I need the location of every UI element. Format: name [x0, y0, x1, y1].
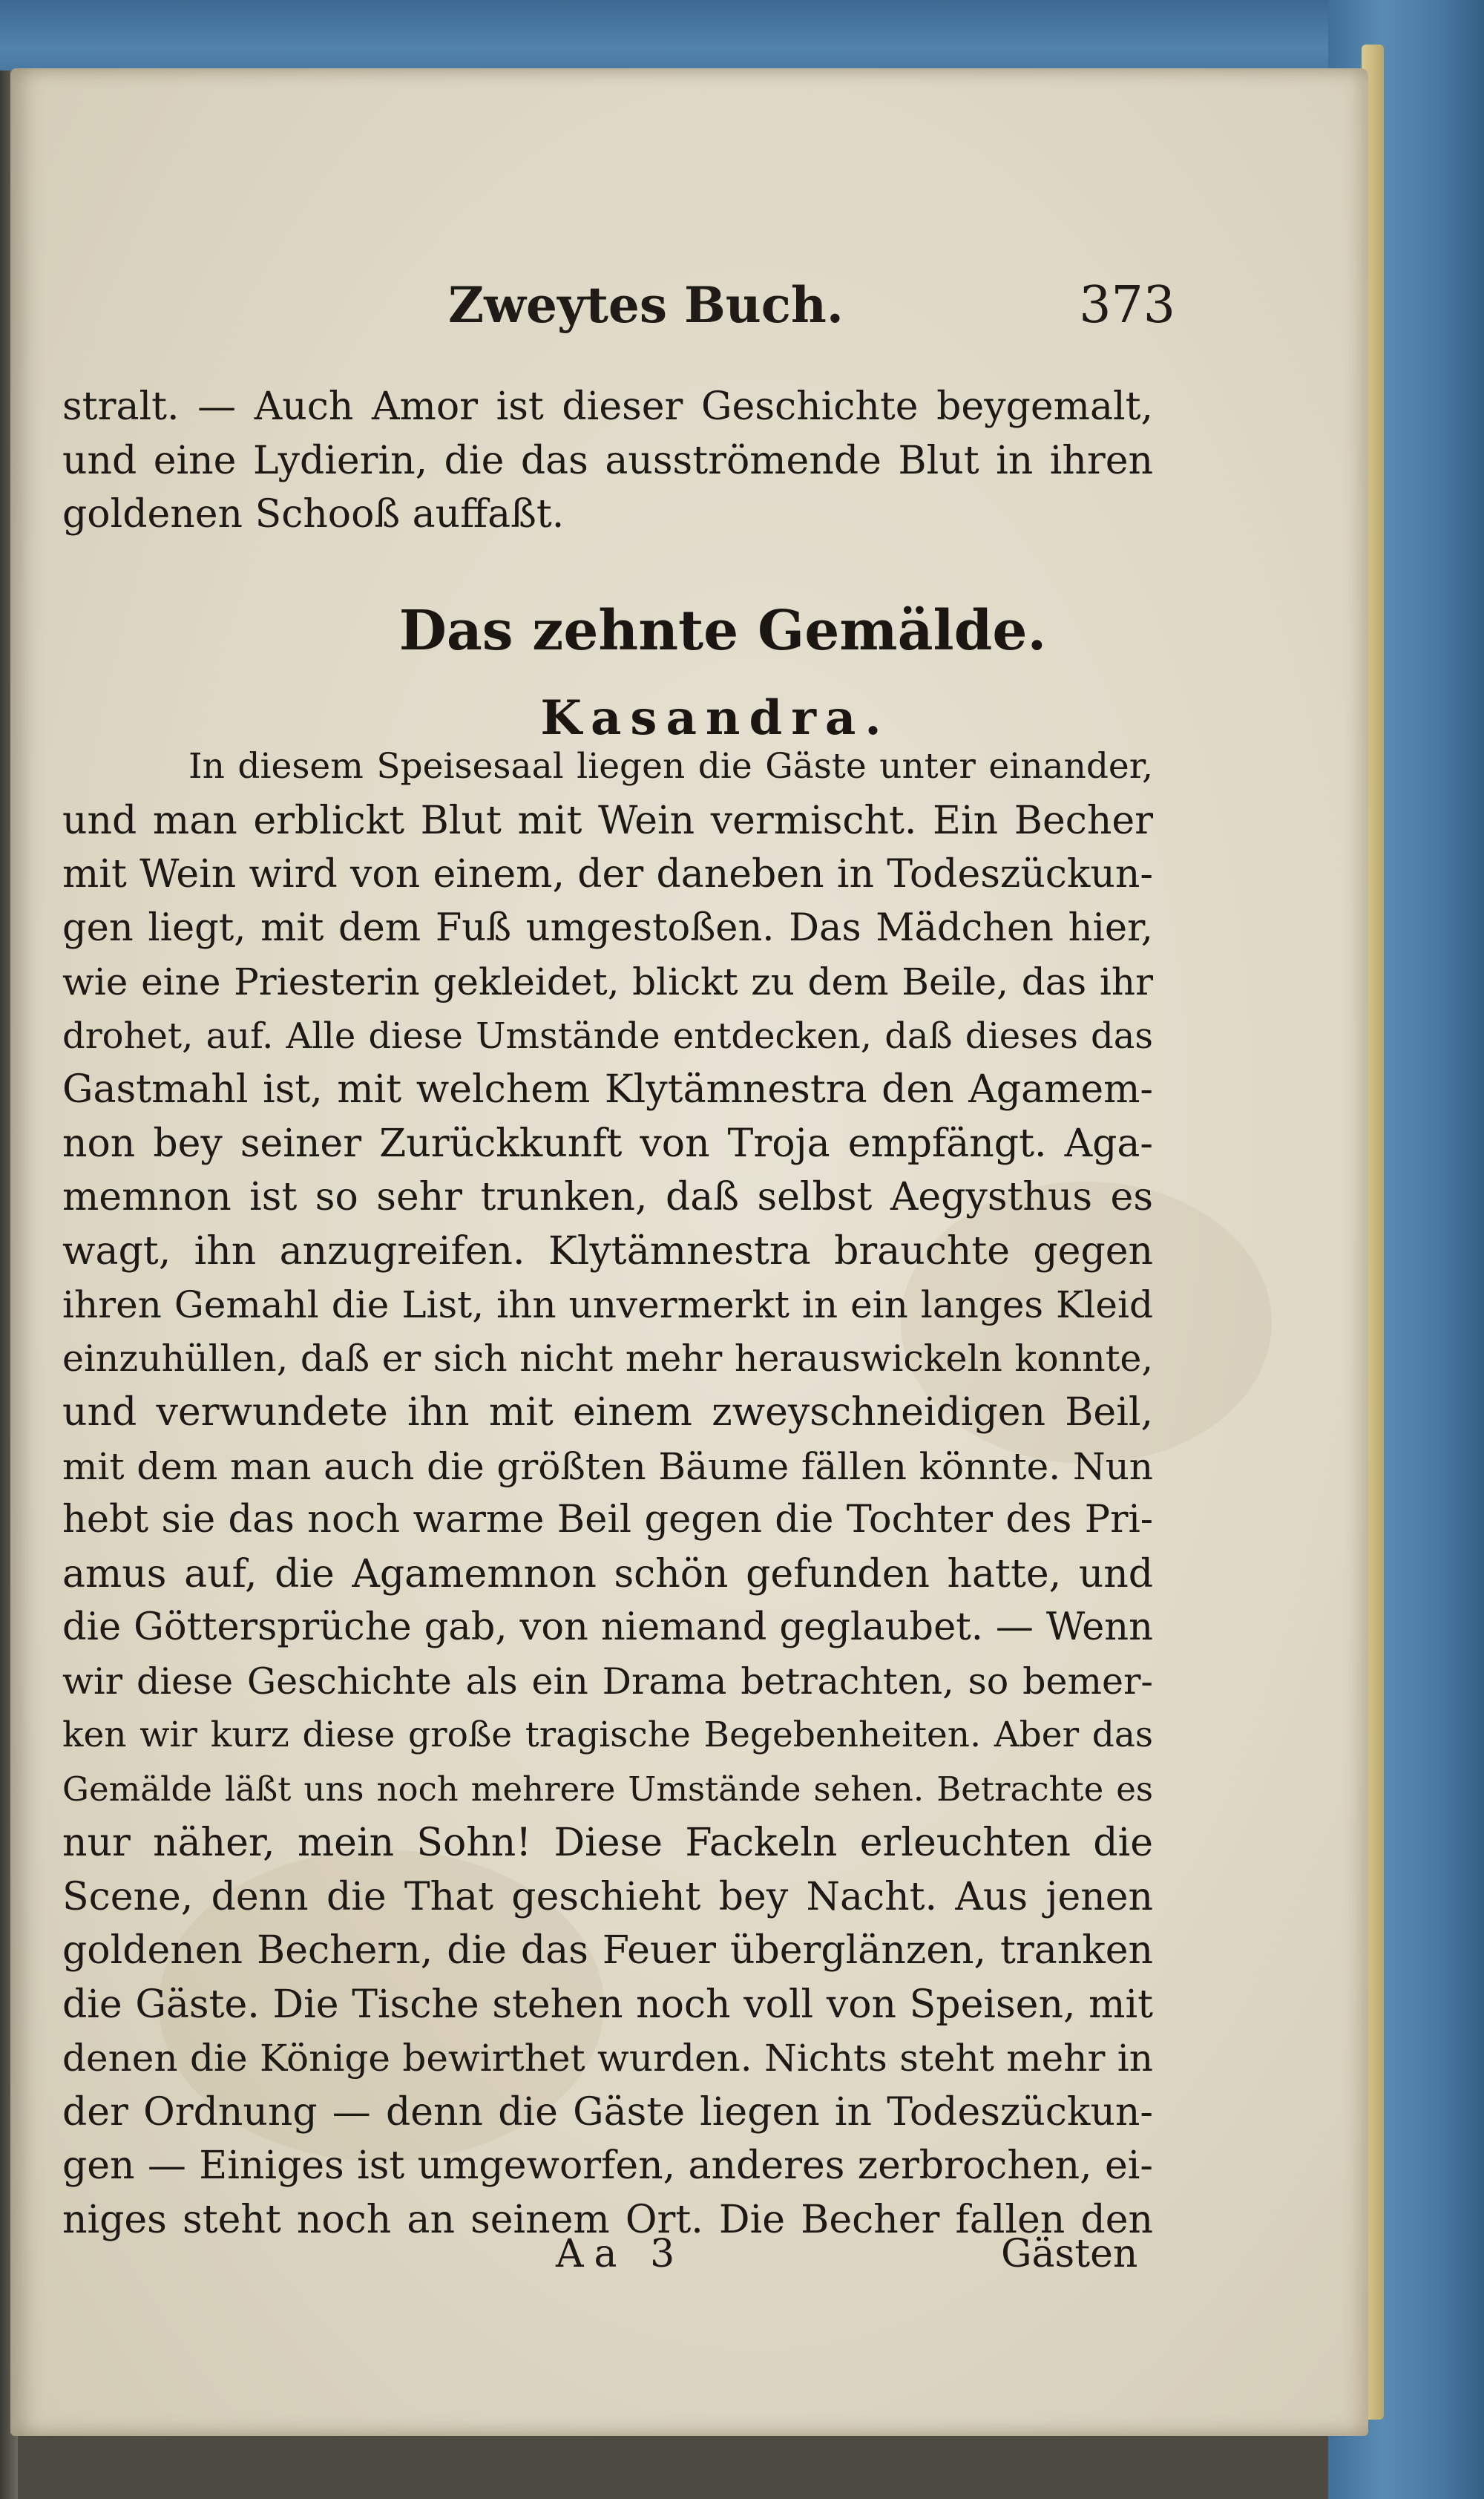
text-line: einzuhüllen, daß er sich nicht mehr herauswickeln konnte,: [62, 1337, 1153, 1380]
text-line: wie eine Priesterin gekleidet, blickt zu dem Beile, das ihr: [62, 960, 1153, 1003]
text-line: denen die Könige bewirthet wurden. Nichts steht mehr in: [62, 2037, 1153, 2080]
text-line: Gemälde läßt uns noch mehrere Umstände sehen. Betrachte es: [62, 1769, 1153, 1809]
text-line: amus auf, die Agamemnon schön gefunden hatte, und: [62, 1551, 1153, 1596]
text-line: mit Wein wird von einem, der daneben in Todeszückun-: [62, 852, 1153, 897]
text-line: mit dem man auch die größten Bäume fällen könnte. Nun: [62, 1444, 1153, 1488]
book-page: [10, 68, 1368, 2436]
text-line: die Göttersprüche gab, von niemand geglaubet. — Wenn: [62, 1605, 1153, 1649]
text-line: nur näher, mein Sohn! Diese Fackeln erleuchten die: [62, 1821, 1153, 1865]
text-line: und man erblickt Blut mit Wein vermischt. Ein Becher: [62, 798, 1153, 843]
text-line: In diesem Speisesaal liegen die Gäste unter einander,: [188, 746, 1153, 787]
text-line: stralt. — Auch Amor ist dieser Geschichte beygemalt,: [62, 384, 1153, 429]
text-line: wagt, ihn anzugreifen. Klytämnestra brauchte gegen: [62, 1228, 1153, 1274]
text-line: und eine Lydierin, die das ausströmende Blut in ihren: [62, 438, 1153, 483]
text-line: gen liegt, mit dem Fuß umgestoßen. Das Mädchen hier,: [62, 905, 1153, 950]
running-header: [448, 276, 1175, 350]
text-line: und verwundete ihn mit einem zweyschneidigen Beil,: [62, 1390, 1153, 1435]
paragraph-main: [62, 740, 1153, 2247]
paragraph-continued: [62, 380, 1153, 542]
text-line: hebt sie das noch warme Beil gegen die Tochter des Pri-: [62, 1498, 1153, 1542]
page-number: 373: [1079, 276, 1175, 335]
text-line: Gastmahl ist, mit welchem Klytämnestra den Agamem-: [62, 1067, 1153, 1112]
running-title: Zweytes Buch.: [448, 276, 844, 334]
page-footer: [10, 2232, 1376, 2291]
text-line: die Gäste. Die Tische stehen noch voll von Speisen, mit: [62, 1982, 1153, 2027]
text-line: niges steht noch an seinem Ort. Die Becher fallen den: [62, 2197, 1153, 2242]
text-line: Scene, denn die That geschieht bey Nacht. Aus jenen: [62, 1874, 1153, 1919]
text-line: memnon ist so sehr trunken, daß selbst Aegysthus es: [62, 1175, 1153, 1219]
text-line: ken wir kurz diese große tragische Begebenheiten. Aber das: [62, 1714, 1153, 1755]
text-line: der Ordnung — denn die Gäste liegen in Todeszückun-: [62, 2089, 1153, 2135]
text-line: drohet, auf. Alle diese Umstände entdecken, daß dieses das: [62, 1015, 1153, 1057]
catchword: Gästen: [1001, 2232, 1138, 2276]
section-heading: Das zehnte Gemälde.: [398, 599, 1047, 663]
book-cover-top: [0, 0, 1484, 71]
text-line: wir diese Geschichte als ein Drama betrachten, so bemer-: [62, 1660, 1153, 1703]
text-line: goldenen Schooß auffaßt.: [62, 492, 565, 537]
text-line: non bey seiner Zurückkunft von Troja empfängt. Aga-: [62, 1121, 1153, 1166]
signature-mark: Aa 3: [556, 2232, 686, 2276]
text-line: ihren Gemahl die List, ihn unvermerkt in ein langes Kleid: [62, 1283, 1153, 1326]
section-subheading: Kasandra.: [540, 690, 890, 746]
text-line: goldenen Bechern, die das Feuer überglänzen, tranken: [62, 1928, 1153, 1973]
text-line: gen — Einiges ist umgeworfen, anderes zerbrochen, ei-: [62, 2143, 1153, 2188]
